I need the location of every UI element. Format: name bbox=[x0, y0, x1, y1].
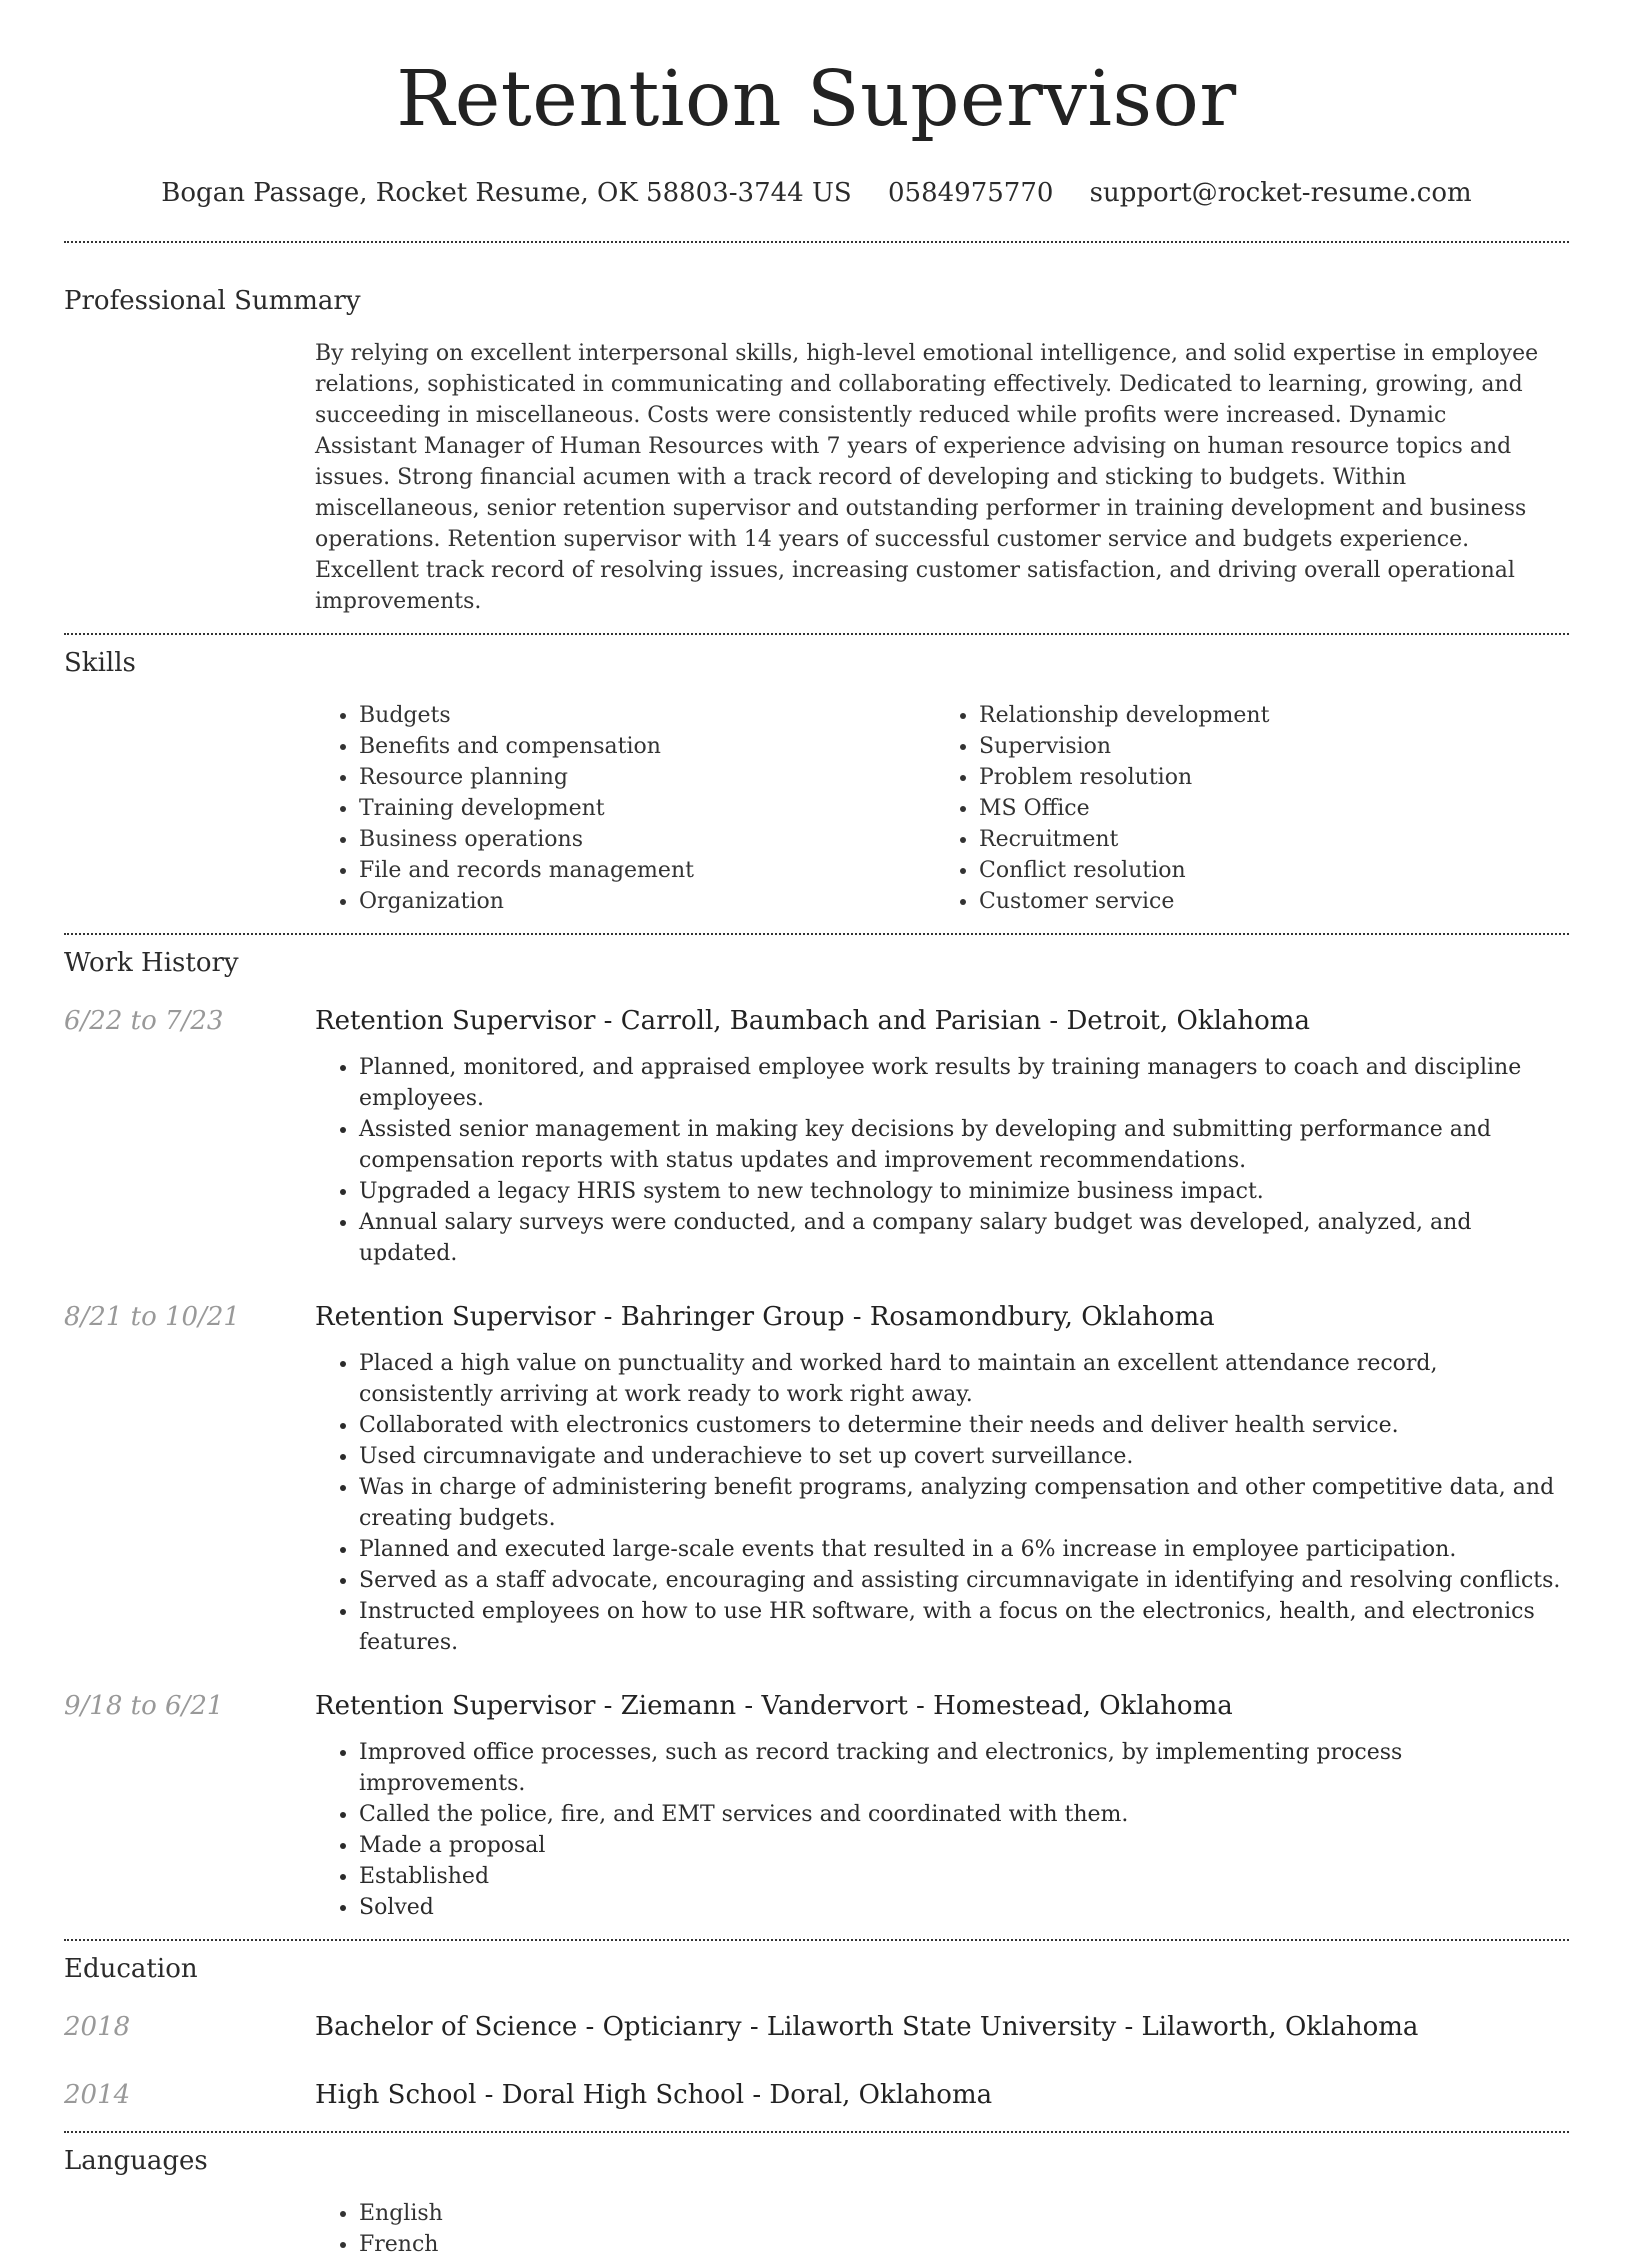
job-bullet: • Upgraded a legacy HRIS system to new technology to minimize business impact. bbox=[359, 1176, 1569, 1207]
job-bullet: • Planned, monitored, and appraised employee work results by training managers to coach and discipline employees. bbox=[359, 1052, 1569, 1114]
education-heading: High School - Doral High School - Doral, Oklahoma bbox=[315, 2080, 993, 2110]
divider bbox=[64, 241, 1569, 243]
languages-section bbox=[64, 2144, 1569, 2260]
job-entry bbox=[64, 1300, 1569, 1658]
job-bullet: • Was in charge of administering benefit programs, analyzing compensation and other competitive data, and creating budgets. bbox=[359, 1472, 1569, 1534]
skills-section bbox=[64, 646, 1569, 917]
skills-columns bbox=[315, 700, 1555, 917]
skill-item: • Problem resolution bbox=[979, 762, 1555, 793]
skill-item: • Customer service bbox=[979, 886, 1555, 917]
education-heading: Bachelor of Science - Opticianry - Lilaworth State University - Lilaworth, Oklahoma bbox=[315, 2012, 1419, 2042]
job-bullet: • Solved bbox=[359, 1892, 1569, 1923]
skill-item: • Organization bbox=[359, 886, 935, 917]
job-bullet: • Made a proposal bbox=[359, 1830, 1569, 1861]
job-heading: Retention Supervisor - Carroll, Baumbach and Parisian - Detroit, Oklahoma bbox=[315, 1006, 1310, 1036]
skill-item: • Resource planning bbox=[359, 762, 935, 793]
skill-item: • MS Office bbox=[979, 793, 1555, 824]
contact-email[interactable]: support@rocket-resume.com bbox=[1089, 178, 1472, 208]
job-bullet: • Served as a staff advocate, encouraging and assisting circumnavigate in identifying and resolving conflicts. bbox=[359, 1565, 1569, 1596]
resume-page bbox=[64, 0, 1569, 2260]
skill-item: • Recruitment bbox=[979, 824, 1555, 855]
skill-item: • Relationship development bbox=[979, 700, 1555, 731]
job-bullets bbox=[315, 1052, 1569, 1269]
education-title: Education bbox=[64, 1954, 198, 1984]
skill-item: • Conflict resolution bbox=[979, 855, 1555, 886]
job-heading: Retention Supervisor - Ziemann - Vandervort - Homestead, Oklahoma bbox=[315, 1691, 1233, 1721]
skill-item: • File and records management bbox=[359, 855, 935, 886]
job-entry bbox=[64, 1689, 1569, 1923]
job-bullet: • Established bbox=[359, 1861, 1569, 1892]
skill-item: • Training development bbox=[359, 793, 935, 824]
languages-list bbox=[315, 2198, 1555, 2260]
job-heading: Retention Supervisor - Bahringer Group - Rosamondbury, Oklahoma bbox=[315, 1302, 1215, 1332]
languages-title: Languages bbox=[64, 2146, 208, 2176]
skill-item: • Business operations bbox=[359, 824, 935, 855]
job-bullets bbox=[315, 1737, 1569, 1923]
work-section bbox=[64, 946, 1569, 1923]
skill-item: • Supervision bbox=[979, 731, 1555, 762]
skill-item: • Budgets bbox=[359, 700, 935, 731]
summary-section bbox=[64, 284, 1569, 617]
job-bullet: • Placed a high value on punctuality and worked hard to maintain an excellent attendance record, consistently arriving at work ready to work right away. bbox=[359, 1348, 1569, 1410]
education-entry bbox=[64, 2010, 1569, 2044]
languages-body bbox=[315, 2198, 1555, 2260]
job-entry bbox=[64, 1004, 1569, 1269]
language-item: • English bbox=[359, 2198, 1555, 2229]
education-entry bbox=[64, 2078, 1569, 2112]
job-bullets bbox=[315, 1348, 1569, 1658]
job-date: 9/18 to 6/21 bbox=[64, 1691, 224, 1721]
education-section bbox=[64, 1952, 1569, 2112]
work-title: Work History bbox=[64, 948, 239, 978]
job-bullet: • Assisted senior management in making key decisions by developing and submitting performance and compensation reports with status updates and improvement recommendations. bbox=[359, 1114, 1569, 1176]
summary-title: Professional Summary bbox=[64, 286, 361, 316]
job-bullet: • Used circumnavigate and underachieve to set up covert surveillance. bbox=[359, 1441, 1569, 1472]
skills-list-left bbox=[315, 700, 935, 917]
skills-title: Skills bbox=[64, 648, 136, 678]
language-item: • French bbox=[359, 2229, 1555, 2260]
resume-name: Retention Supervisor bbox=[396, 55, 1237, 144]
contact-line bbox=[64, 175, 1569, 211]
divider bbox=[64, 1939, 1569, 1941]
education-date: 2014 bbox=[64, 2080, 131, 2110]
contact-address: Bogan Passage, Rocket Resume, OK 58803-3744 US bbox=[161, 178, 852, 208]
job-bullet: • Instructed employees on how to use HR software, with a focus on the electronics, health, and electronics features. bbox=[359, 1596, 1569, 1658]
job-date: 8/21 to 10/21 bbox=[64, 1302, 240, 1332]
contact-phone: 0584975770 bbox=[887, 178, 1054, 208]
job-bullet: • Collaborated with electronics customers to determine their needs and deliver health service. bbox=[359, 1410, 1569, 1441]
job-date: 6/22 to 7/23 bbox=[64, 1006, 224, 1036]
divider bbox=[64, 633, 1569, 635]
divider bbox=[64, 933, 1569, 935]
job-bullet: • Annual salary surveys were conducted, and a company salary budget was developed, analyzed, and updated. bbox=[359, 1207, 1569, 1269]
education-date: 2018 bbox=[64, 2012, 131, 2042]
job-bullet: • Called the police, fire, and EMT services and coordinated with them. bbox=[359, 1799, 1569, 1830]
skills-list-right bbox=[935, 700, 1555, 917]
summary-text: By relying on excellent interpersonal skills, high-level emotional intelligence, and solid expertise in employee relations, sophisticated in communicating and collaborating effectively. Dedicated to learning, growing, and succeeding in miscellaneous. Costs were consistently reduced while profits were increased. Dynamic Assistant Manager of Human Resources with 7 years of experience advising on human resource topics and issues. Strong financial acumen with a track record of developing and sticking to budgets. Within miscellaneous, senior retention supervisor and outstanding performer in training development and business operations. Retention supervisor with 14 years of successful customer service and budgets experience. Excellent track record of resolving issues, increasing customer satisfaction, and driving overall operational improvements. bbox=[315, 341, 1539, 614]
skill-item: • Benefits and compensation bbox=[359, 731, 935, 762]
job-bullet: • Planned and executed large-scale events that resulted in a 6% increase in employee participation. bbox=[359, 1534, 1569, 1565]
divider bbox=[64, 2131, 1569, 2133]
job-bullet: • Improved office processes, such as record tracking and electronics, by implementing process improvements. bbox=[359, 1737, 1569, 1799]
